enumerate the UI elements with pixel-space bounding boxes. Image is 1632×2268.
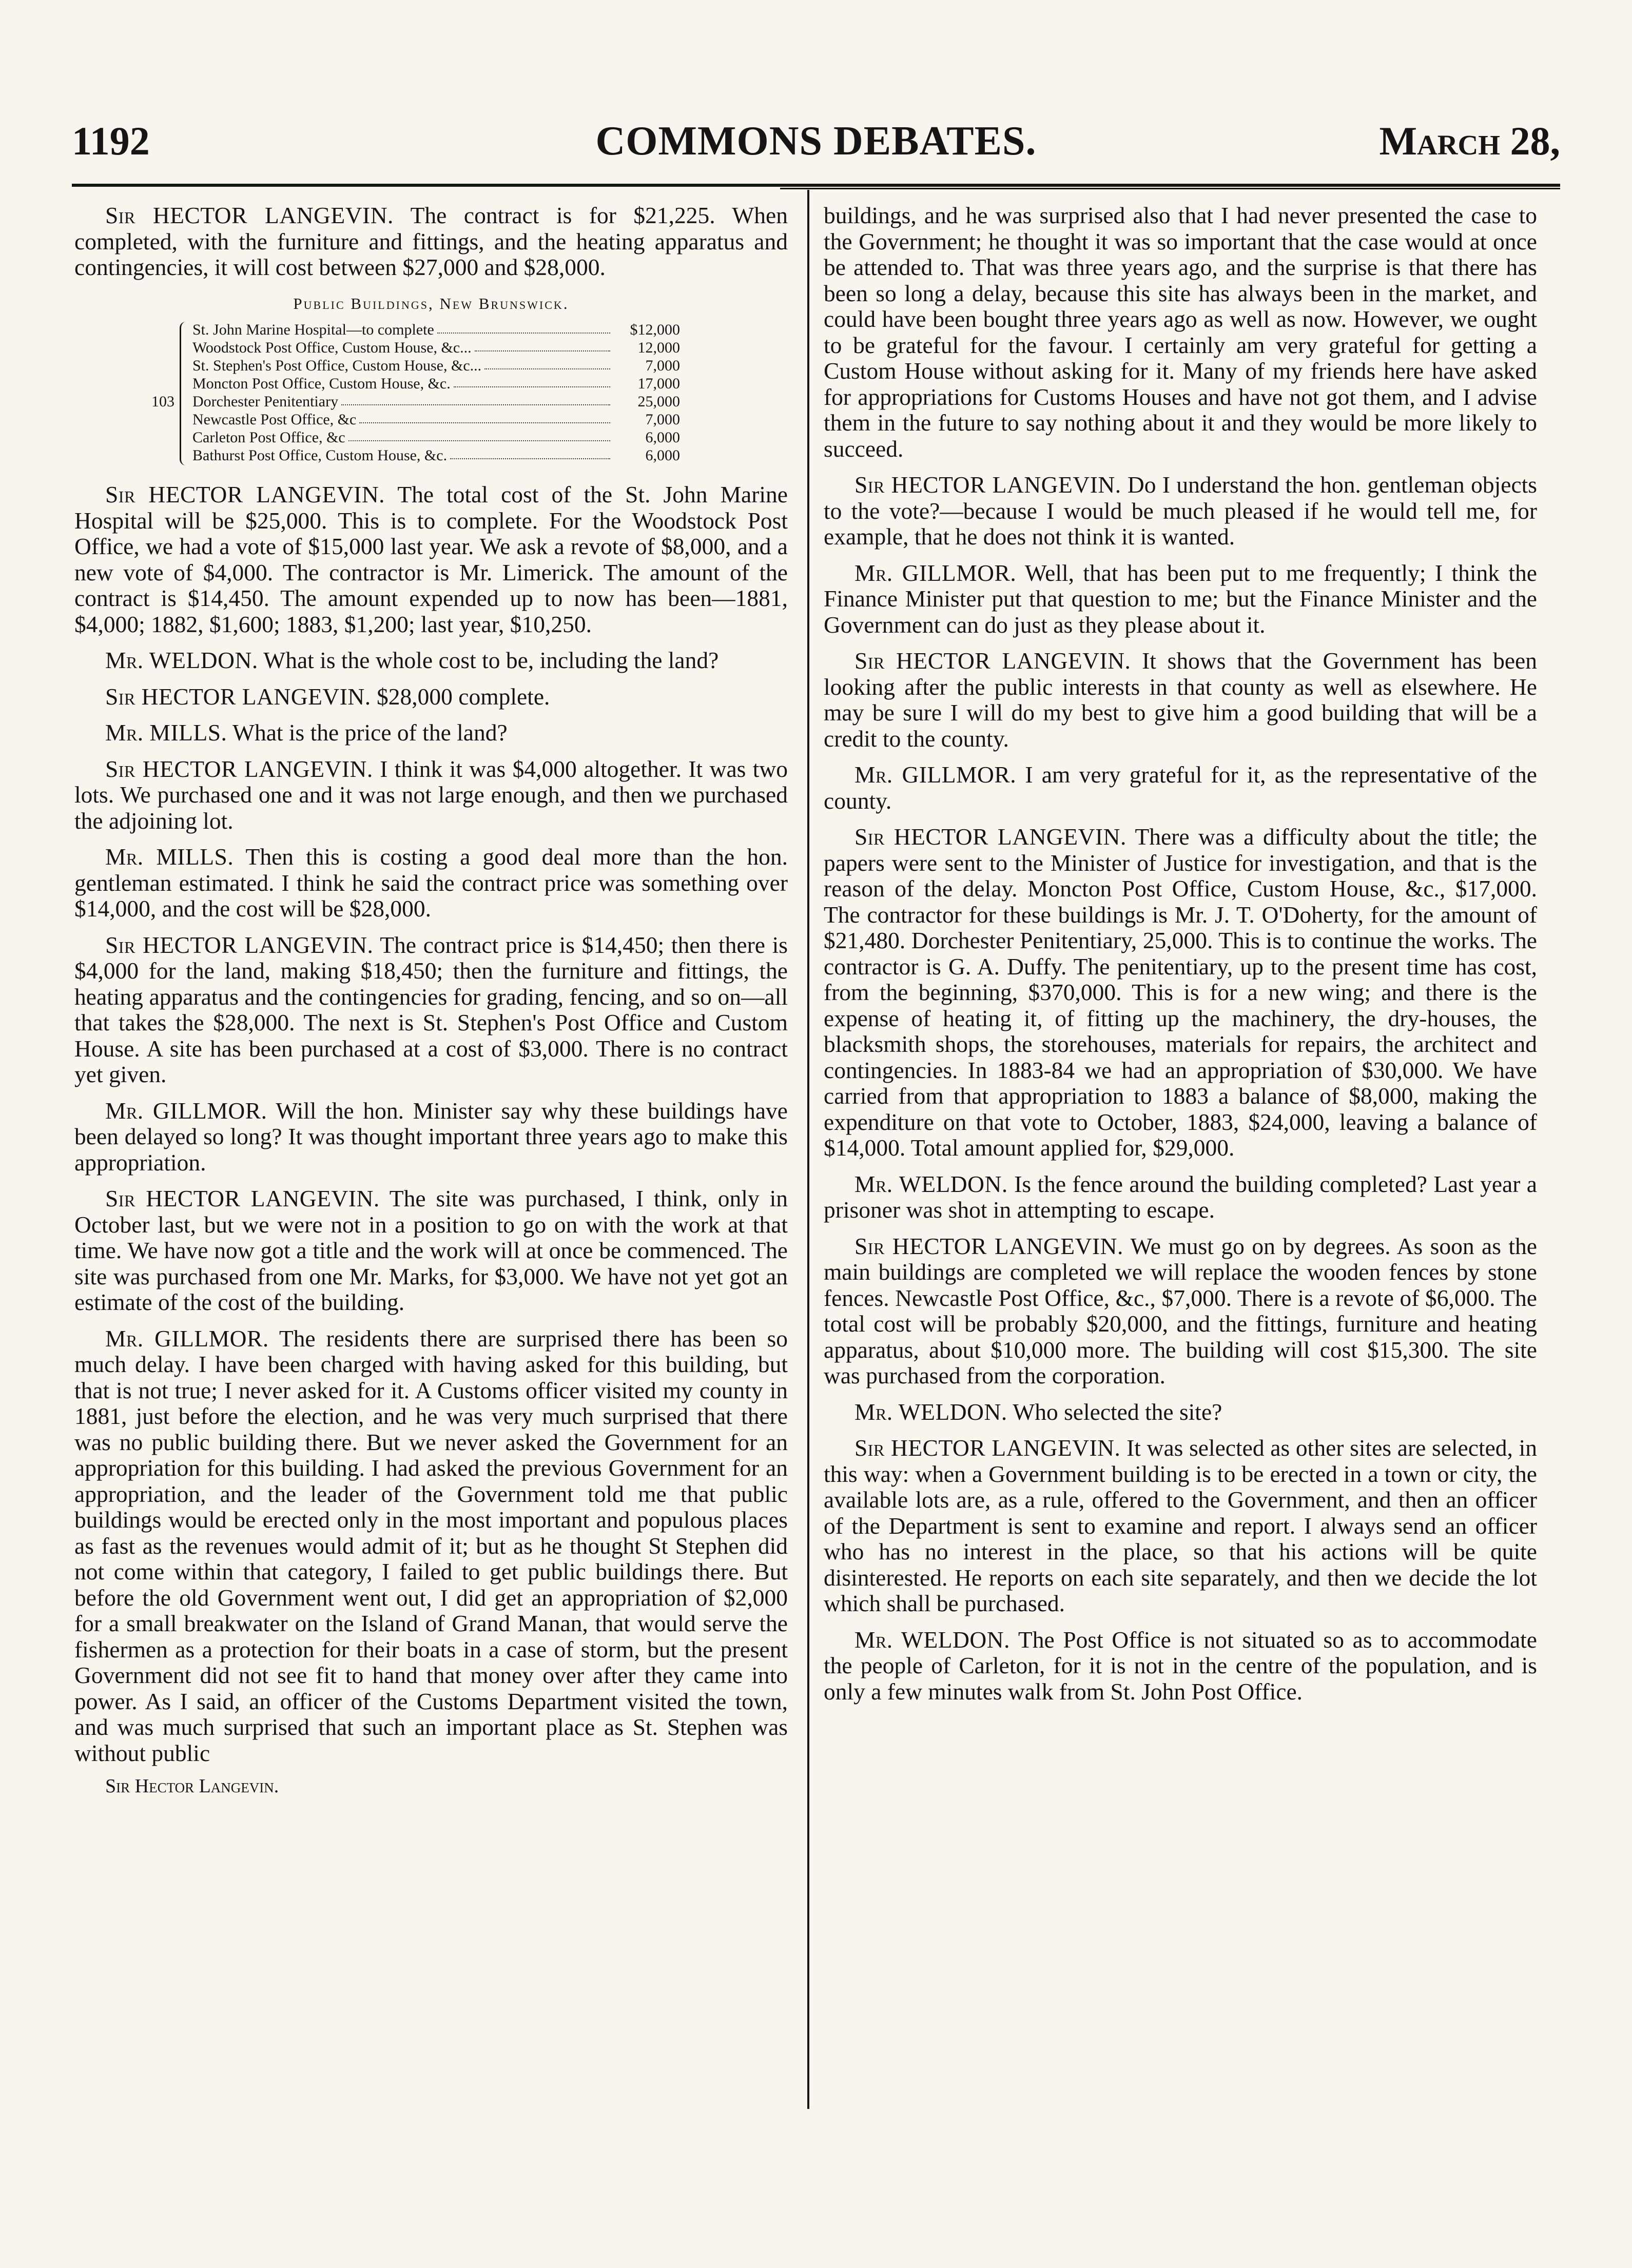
paragraph: [824, 824, 1537, 1161]
speech: Is the fence around the building completed? Last year a prisoner was shot in attempting to escape.: [824, 1170, 1538, 1223]
paragraph: [824, 1627, 1537, 1705]
table-row: Woodstock Post Office, Custom House, &c... 12,000: [192, 339, 680, 356]
speaker: Sir HECTOR LANGEVIN.: [854, 1435, 1121, 1461]
column-divider: [807, 190, 809, 2109]
table-row: St. Stephen's Post Office, Custom House, &c... 7,000: [192, 357, 680, 374]
paragraph: [824, 472, 1537, 550]
speaker: Mr. MILLS.: [105, 719, 227, 746]
speech: We must go on by degrees. As soon as the main buildings are completed we will replace the wooden fences by stone fences. Newcastle Post Office, &c., $7,000. There is a revote of $6,000. The total cost will be probably $20,000, and the fittings, furniture and heating apparatus, about $10,000 more. The building will cost $15,300. The site was purchased from the corporation.: [824, 1233, 1537, 1389]
speaker: Sir HECTOR LANGEVIN.: [105, 481, 385, 507]
speech: There was a difficulty about the title; the papers were sent to the Minister of Justice for investigation, and that is the reason of the delay. Moncton Post Office, Custom House, &c., $17,000. The contractor for these buildings is Mr. J. T. O'Doherty, for the amount of $21,480. Dorchester Penitentiary, 25,000. This is to continue the works. The contractor is G. A. Duffy. The penitentiary, up to the present time has cost, from the beginning, $370,000. This is for a new wing; and there is the expense of heating it, of fitting up the machinery, the dry-houses, the blacksmith shops, the storehouses, materials for repairs, the architect and contingencies. In 1883-84 we had an appropriation of $30,000. We have carried from that appropriation to 1883 a balance of $8,000, making the expenditure on that vote to October, 1883, $24,000, leaving a balance of $14,000. Total amount applied for, $29,000.: [824, 824, 1537, 1161]
speaker: Mr. WELDON.: [854, 1170, 1008, 1197]
paragraph: [824, 648, 1537, 752]
speaker: Mr. MILLS.: [105, 844, 234, 870]
table-row: Dorchester Penitentiary 25,000: [192, 393, 680, 410]
catchword: Sir Hector Langevin.: [105, 1775, 279, 1797]
right-column: [824, 203, 1537, 1715]
paragraph: [74, 756, 788, 834]
speech: What is the price of the land?: [232, 719, 508, 746]
speech: It was selected as other sites are selected, in this way: when a Government building is to be erected in a town or city, the available lots are, as a rule, offered to the Government, and then an officer of the Department is sent to examine and report. I always send an officer who has no interest in the place, so that his actions will be quite disinterested. He reports on each site separately, and then we decide the lot which shall be purchased.: [824, 1435, 1538, 1616]
speech: The Post Office is not situated so as to accommodate the people of Carleton, for it is not in the centre of the population, and is only a few minutes walk from St. John Post Office.: [824, 1626, 1537, 1705]
table-row: Newcastle Post Office, &c 7,000: [192, 411, 680, 428]
estimates-table: [74, 321, 788, 464]
table-row: Carleton Post Office, &c 6,000: [192, 429, 680, 446]
paragraph: [824, 762, 1537, 814]
speaker: Sir HECTOR LANGEVIN.: [854, 648, 1131, 674]
paragraph: [824, 560, 1537, 638]
speech: The site was purchased, I think, only in October last, but we were not in a position to go on with the work at that time. We have now got a title and the work will at once be commenced. The site was purchased from one Mr. Marks, for $3,000. We have not yet got an estimate of the cost of the building.: [74, 1185, 788, 1315]
paragraph: [74, 720, 788, 746]
speaker: Mr. WELDON.: [105, 647, 258, 673]
paragraph: [824, 1435, 1537, 1617]
paragraph: [74, 482, 788, 637]
speaker: Mr. GILLMOR.: [854, 559, 1017, 586]
speech: Then this is costing a good deal more than the hon. gentleman estimated. I think he said the contract price was something over $14,000, and the cost will be $28,000.: [74, 844, 788, 922]
speaker: Sir HECTOR LANGEVIN.: [105, 202, 394, 228]
paragraph: [74, 932, 788, 1088]
header-rule-secondary: [780, 188, 1560, 189]
speech: The total cost of the St. John Marine Hospital will be $25,000. This is to complete. For the Woodstock Post Office, we had a vote of $15,000 last year. We ask a revote of $8,000, and a new vote of $4,000. The contractor is Mr. Limerick. The amount of the contract is $14,450. The amount expended up to now has been—1881, $4,000; 1882, $1,600; 1883, $1,200; last year, $10,250.: [74, 481, 788, 637]
speaker: Mr. WELDON.: [854, 1626, 1011, 1653]
speech: Well, that has been put to me frequently; I think the Finance Minister put that question to me; but the Finance Minister and the Government can do just as they please about it.: [824, 559, 1537, 638]
table-row: Moncton Post Office, Custom House, &c. 17,000: [192, 375, 680, 392]
speaker: Sir HECTOR LANGEVIN.: [105, 755, 373, 782]
speech: Will the hon. Minister say why these buildings have been delayed so long? It was thought important three years ago to make this appropriation.: [74, 1097, 788, 1176]
left-column: [74, 203, 788, 1800]
speaker: Sir HECTOR LANGEVIN.: [105, 683, 371, 710]
speech: I think it was $4,000 altogether. It was two lots. We purchased one and it was not large enough, and then we purchased the adjoining lot.: [74, 755, 788, 834]
paragraph: [824, 1234, 1537, 1389]
speech: It shows that the Government has been looking after the public interests in that county as well as elsewhere. He may be sure I will do my best to give him a good building that will be a credit to the county.: [824, 648, 1537, 752]
paragraph: [74, 203, 788, 281]
page-date: March 28,: [1379, 119, 1560, 163]
speech: The contract is for $21,225. When completed, with the furniture and fittings, and the heating apparatus and contingencies, it will cost between $27,000 and $28,000.: [74, 202, 788, 280]
header-rule: [72, 184, 1560, 187]
speech: The contract price is $14,450; then there is $4,000 for the land, making $18,450; then the furniture and fittings, the heating apparatus and the contingencies for grading, fencing, and so on—all that takes the $28,000. The next is St. Stephen's Post Office and Custom House. A site has been purchased at a cost of $3,000. There is no contract yet given.: [74, 931, 788, 1087]
brace: [180, 322, 190, 465]
speech: What is the whole cost to be, including the land?: [263, 647, 719, 673]
paragraph: [74, 684, 788, 710]
paragraph: [824, 1171, 1537, 1223]
speaker: Mr. GILLMOR.: [854, 761, 1017, 788]
paragraph: [824, 203, 1537, 462]
paragraph: [74, 648, 788, 674]
table-title: Public Buildings, New Brunswick.: [293, 294, 569, 312]
speech: Who selected the site?: [1013, 1398, 1222, 1425]
speech: The residents there are surprised there has been so much delay. I have been charged with having asked for this building, but that is not true; I never asked for it. A Customs officer visited my county in 1881, just before the election, and he was very much surprised that there was no public building there. But we never asked the Government for an appropriation for this building. I had asked the previous Government for an appropriation, and the leader of the Government told me that public buildings would be erected only in the most important and populous places as fast as the revenues would admit of it; but as he thought St Stephen did not come within that category, I failed to get public buildings there. But before the old Government went out, I did get an appropriation of $2,000 for a small breakwater on the Island of Grand Manan, that would serve the fishermen as a protection for their boats in a case of storm, but the present Government did not see fit to hand that money over after they came into power. As I said, an officer of the Customs Department visited the town, and was much surprised that such an important place as St. Stephen was without public: [74, 1325, 788, 1766]
page-title: COMMONS DEBATES.: [595, 119, 1037, 164]
speech: I am very grateful for it, as the representative of the county.: [824, 761, 1538, 814]
table-row: Bathurst Post Office, Custom House, &c. 6,000: [192, 447, 680, 464]
speech: $28,000 complete.: [377, 683, 550, 710]
speech: buildings, and he was surprised also that I had never presented the case to the Government; he thought it was so important that the case would at once be attended to. That was three years ago, and the surprise is that there has been so long a delay, because this site has always been in the market, and could have been bought three years ago as well as now. However, we ought to be grateful for the favour. I certainly am very grateful for getting a Custom House without asking for it. Many of my friends here have asked for appropriations for Customs Houses and have not got them, and I advise them in the future to say nothing about it and they would be more likely to succeed.: [824, 202, 1537, 462]
speaker: Mr. GILLMOR.: [105, 1097, 267, 1124]
speaker: Sir HECTOR LANGEVIN.: [854, 1233, 1123, 1259]
vote-number: 103: [151, 393, 174, 410]
speaker: Sir HECTOR LANGEVIN.: [854, 824, 1126, 850]
table-row: St. John Marine Hospital—to complete $12,000: [192, 321, 680, 338]
speaker: Sir HECTOR LANGEVIN.: [105, 931, 374, 958]
paragraph: [74, 844, 788, 922]
speech: Do I understand the hon. gentleman objects to the vote?—because I would be much pleased if he would tell me, for example, that he does not think it is wanted.: [824, 472, 1537, 550]
paragraph: [74, 1326, 788, 1767]
speaker: Mr. GILLMOR.: [105, 1325, 269, 1352]
paragraph: [824, 1399, 1537, 1425]
page-header: [72, 118, 1560, 174]
speaker: Sir HECTOR LANGEVIN.: [105, 1185, 380, 1211]
paragraph: [74, 1186, 788, 1316]
paragraph: [74, 1098, 788, 1176]
speaker: Mr. WELDON.: [854, 1398, 1007, 1425]
page-number: 1192: [72, 119, 150, 163]
speaker: Sir HECTOR LANGEVIN.: [854, 472, 1121, 498]
